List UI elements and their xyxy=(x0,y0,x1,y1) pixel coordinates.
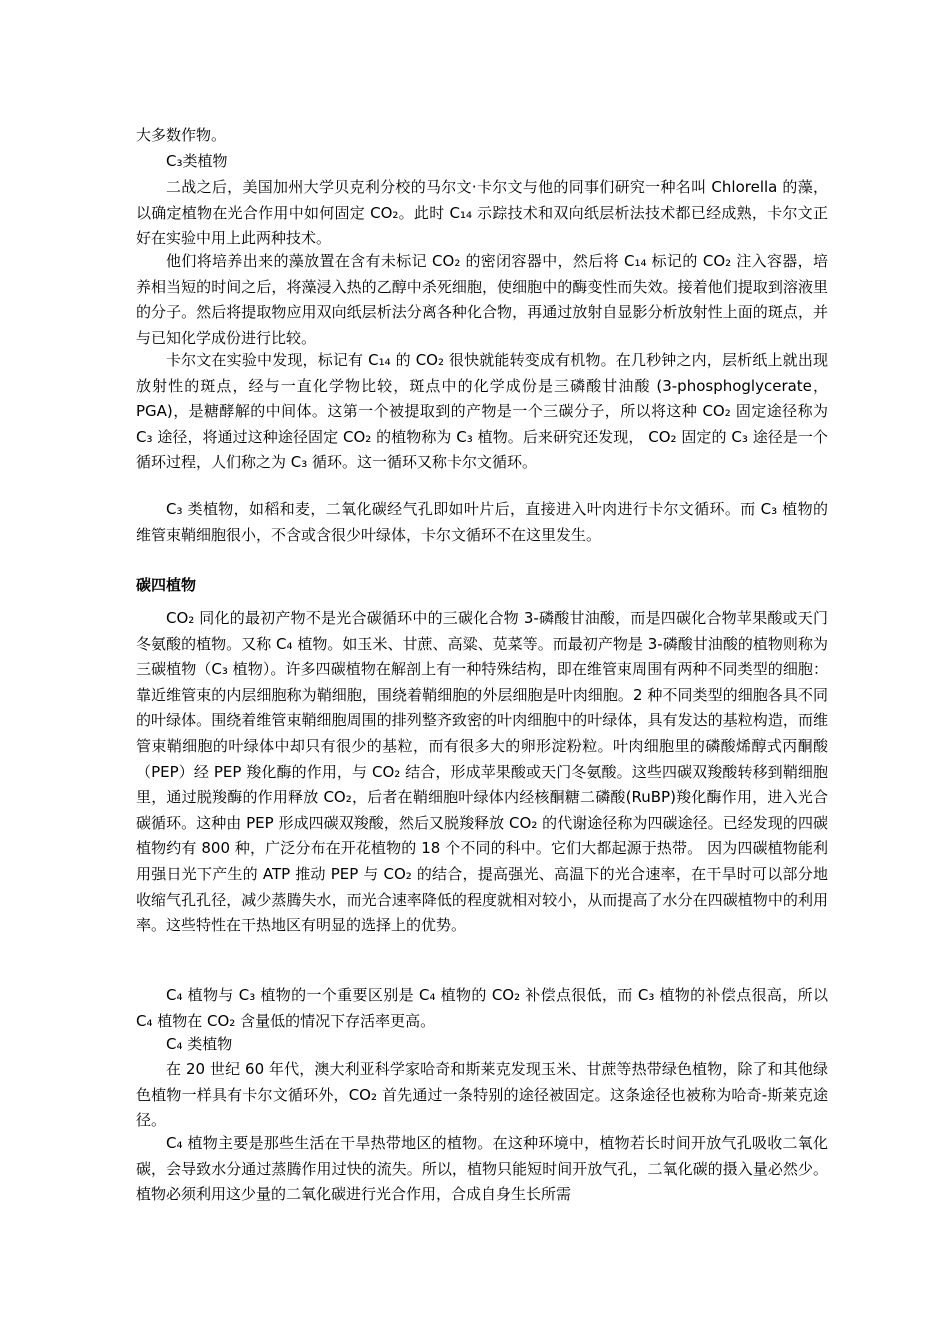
paragraph-calvin-history: 二战之后，美国加州大学贝克利分校的马尔文·卡尔文与他的同事们研究一种名叫 Chlorella 的藻，以确定植物在光合作用中如何固定 CO₂。此时 C₁₄ 示踪技术和双向纸层析法技术都已经成熟，卡尔文正好在实验中用上此两种技术。 xyxy=(136,178,828,248)
paragraph-intro-end: 大多数作物。 xyxy=(136,126,227,144)
section-heading-c4: 碳四植物 xyxy=(136,576,197,594)
subheading-c3-plants: C₃类植物 xyxy=(166,152,228,170)
paragraph-c3-examples: C₃ 类植物，如稻和麦，二氧化碳经气孔即如叶片后，直接进入叶肉进行卡尔文循环。而 C₃ 植物的维管束鞘细胞很小，不含或含很少叶绿体，卡尔文循环不在这里发生。 xyxy=(136,500,828,544)
paragraph-hatch-slack: 在 20 世纪 60 年代，澳大利亚科学家哈奇和斯莱克发现玉米、甘蔗等热带绿色植物，除了和其他绿色植物一样具有卡尔文循环外，CO₂ 首先通过一条特别的途径被固定。这条途径也被称为哈奇-斯莱克途径。 xyxy=(136,1060,828,1130)
paragraph-c4-vs-c3: C₄ 植物与 C₃ 植物的一个重要区别是 C₄ 植物的 CO₂ 补偿点很低，而 C₃ 植物的补偿点很高，所以 C₄ 植物在 CO₂ 含量低的情况下存活率更高。 xyxy=(136,986,828,1030)
paragraph-experiment: 他们将培养出来的藻放置在含有未标记 CO₂ 的密闭容器中，然后将 C₁₄ 标记的 CO₂ 注入容器，培养相当短的时间之后，将藻浸入热的乙醇中杀死细胞，使细胞中的酶变性而失效。接着他们提取到溶液里的分子。然后将提取物应用双向纸层析法分离各种化合物，再通过放射自显影分析放射性上面的斑点，并与已知化学成份进行比较。 xyxy=(136,252,828,347)
paragraph-c4-definition: CO₂ 同化的最初产物不是光合碳循环中的三碳化合物 3-磷酸甘油酸，而是四碳化合物苹果酸或天门冬氨酸的植物。又称 C₄ 植物。如玉米、甘蔗、高粱、苋菜等。而最初产物是 3-磷酸甘油酸的植物则称为三碳植物（C₃ 植物）。许多四碳植物在解剖上有一种特殊结构，即在维管束周围有两种不同类型的细胞：靠近维管束的内层细胞称为鞘细胞，围绕着鞘细胞的外层细胞是叶肉细胞。2 种不同类型的细胞各具不同的叶绿体。围绕着维管束鞘细胞周围的排列整齐致密的叶肉细胞中的叶绿体，具有发达的基粒构造，而维管束鞘细胞的叶绿体中却只有很少的基粒，而有很多大的卵形淀粉粒。叶肉细胞里的磷酸烯醇式丙酮酸（PEP）经 PEP 羧化酶的作用，与 CO₂ 结合，形成苹果酸或天门冬氨酸。这些四碳双羧酸转移到鞘细胞里，通过脱羧酶的作用释放 CO₂，后者在鞘细胞叶绿体内经核酮糖二磷酸(RuBP)羧化酶作用，进入光合碳循环。这种由 PEP 形成四碳双羧酸，然后又脱羧释放 CO₂ 的代谢途径称为四碳途径。已经发现的四碳植物约有 800 种，广泛分布在开花植物的 18 个不同的科中。它们大都起源于热带。 因为四碳植物能利用强日光下产生的 ATP 推动 PEP 与 CO₂ 的结合，提高强光、高温下的光合速率，在干旱时可以部分地收缩气孔孔径，减少蒸腾失水，而光合速率降低的程度就相对较小，从而提高了水分在四碳植物中的利用率。这些特性在干热地区有明显的选择上的优势。 xyxy=(136,609,828,935)
subheading-c4-plants: C₄ 类植物 xyxy=(166,1035,233,1053)
paragraph-c4-environment: C₄ 植物主要是那些生活在干旱热带地区的植物。在这种环境中，植物若长时间开放气孔吸收二氧化碳，会导致水分通过蒸腾作用过快的流失。所以，植物只能短时间开放气孔，二氧化碳的摄入量必然少。植物必须利用这少量的二氧化碳进行光合作用，合成自身生长所需 xyxy=(136,1134,828,1204)
paragraph-calvin-cycle: 卡尔文在实验中发现，标记有 C₁₄ 的 CO₂ 很快就能转变成有机物。在几秒钟之内，层析纸上就出现放射性的斑点，经与一直化学物比较，斑点中的化学成份是三磷酸甘油酸 (3-phosphoglycerate，PGA)，是糖酵解的中间体。这第一个被提取到的产物是一个三碳分子，所以将这种 CO₂ 固定途径称为 C₃ 途径，将通过这种途径固定 CO₂ 的植物称为 C₃ 植物。后来研究还发现， CO₂ 固定的 C₃ 途径是一个循环过程，人们称之为 C₃ 循环。这一循环又称卡尔文循环。 xyxy=(136,351,828,472)
